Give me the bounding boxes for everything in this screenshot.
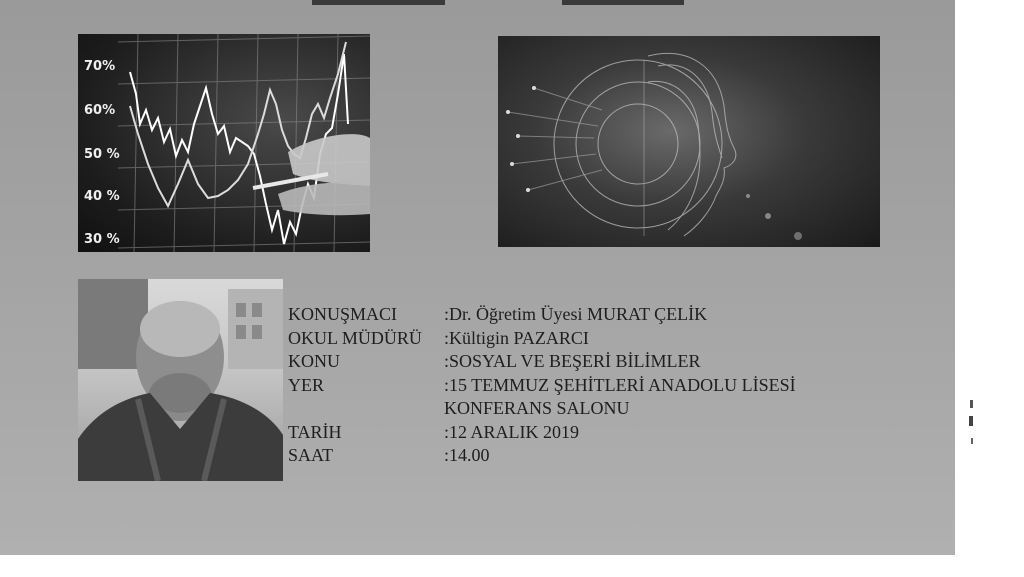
value: KONFERANS SALONU (444, 398, 630, 418)
label: SAAT (288, 445, 334, 465)
label: KONUŞMACI (288, 304, 398, 324)
time-row (288, 444, 796, 468)
value: :15 TEMMUZ ŞEHİTLERİ ANADOLU LİSESİ (444, 374, 796, 395)
stock-chart-photo (78, 34, 370, 252)
date-row (288, 421, 796, 445)
cropped-image-edge (312, 0, 445, 5)
tick-label: 40 % (84, 189, 120, 204)
ai-face-photo (498, 36, 880, 247)
label (288, 397, 444, 421)
label: OKUL MÜDÜRÜ (288, 327, 422, 348)
label: KONU (288, 351, 340, 371)
label: YER (288, 374, 324, 395)
speaker-portrait-photo (78, 279, 283, 481)
value: :Dr. Öğretim Üyesi MURAT ÇELİK (444, 304, 708, 324)
topic-row (288, 350, 796, 374)
speaker-row (288, 303, 796, 327)
event-info (288, 303, 796, 468)
value: :SOSYAL VE BEŞERİ BİLİMLER (444, 351, 701, 371)
venue-row-continued (288, 397, 796, 421)
tick-label: 70% (84, 59, 116, 74)
value: :Kültigin PAZARCI (444, 327, 589, 348)
scan-edge-marks (968, 398, 976, 458)
tick-label: 30 % (84, 232, 120, 247)
cropped-image-edge (562, 0, 684, 5)
value: :12 ARALIK 2019 (444, 421, 579, 442)
label: TARİH (288, 421, 342, 442)
principal-row (288, 327, 796, 351)
tick-label: 60% (84, 103, 116, 118)
venue-row (288, 374, 796, 398)
value: :14.00 (444, 445, 490, 465)
tick-label: 50 % (84, 147, 120, 162)
